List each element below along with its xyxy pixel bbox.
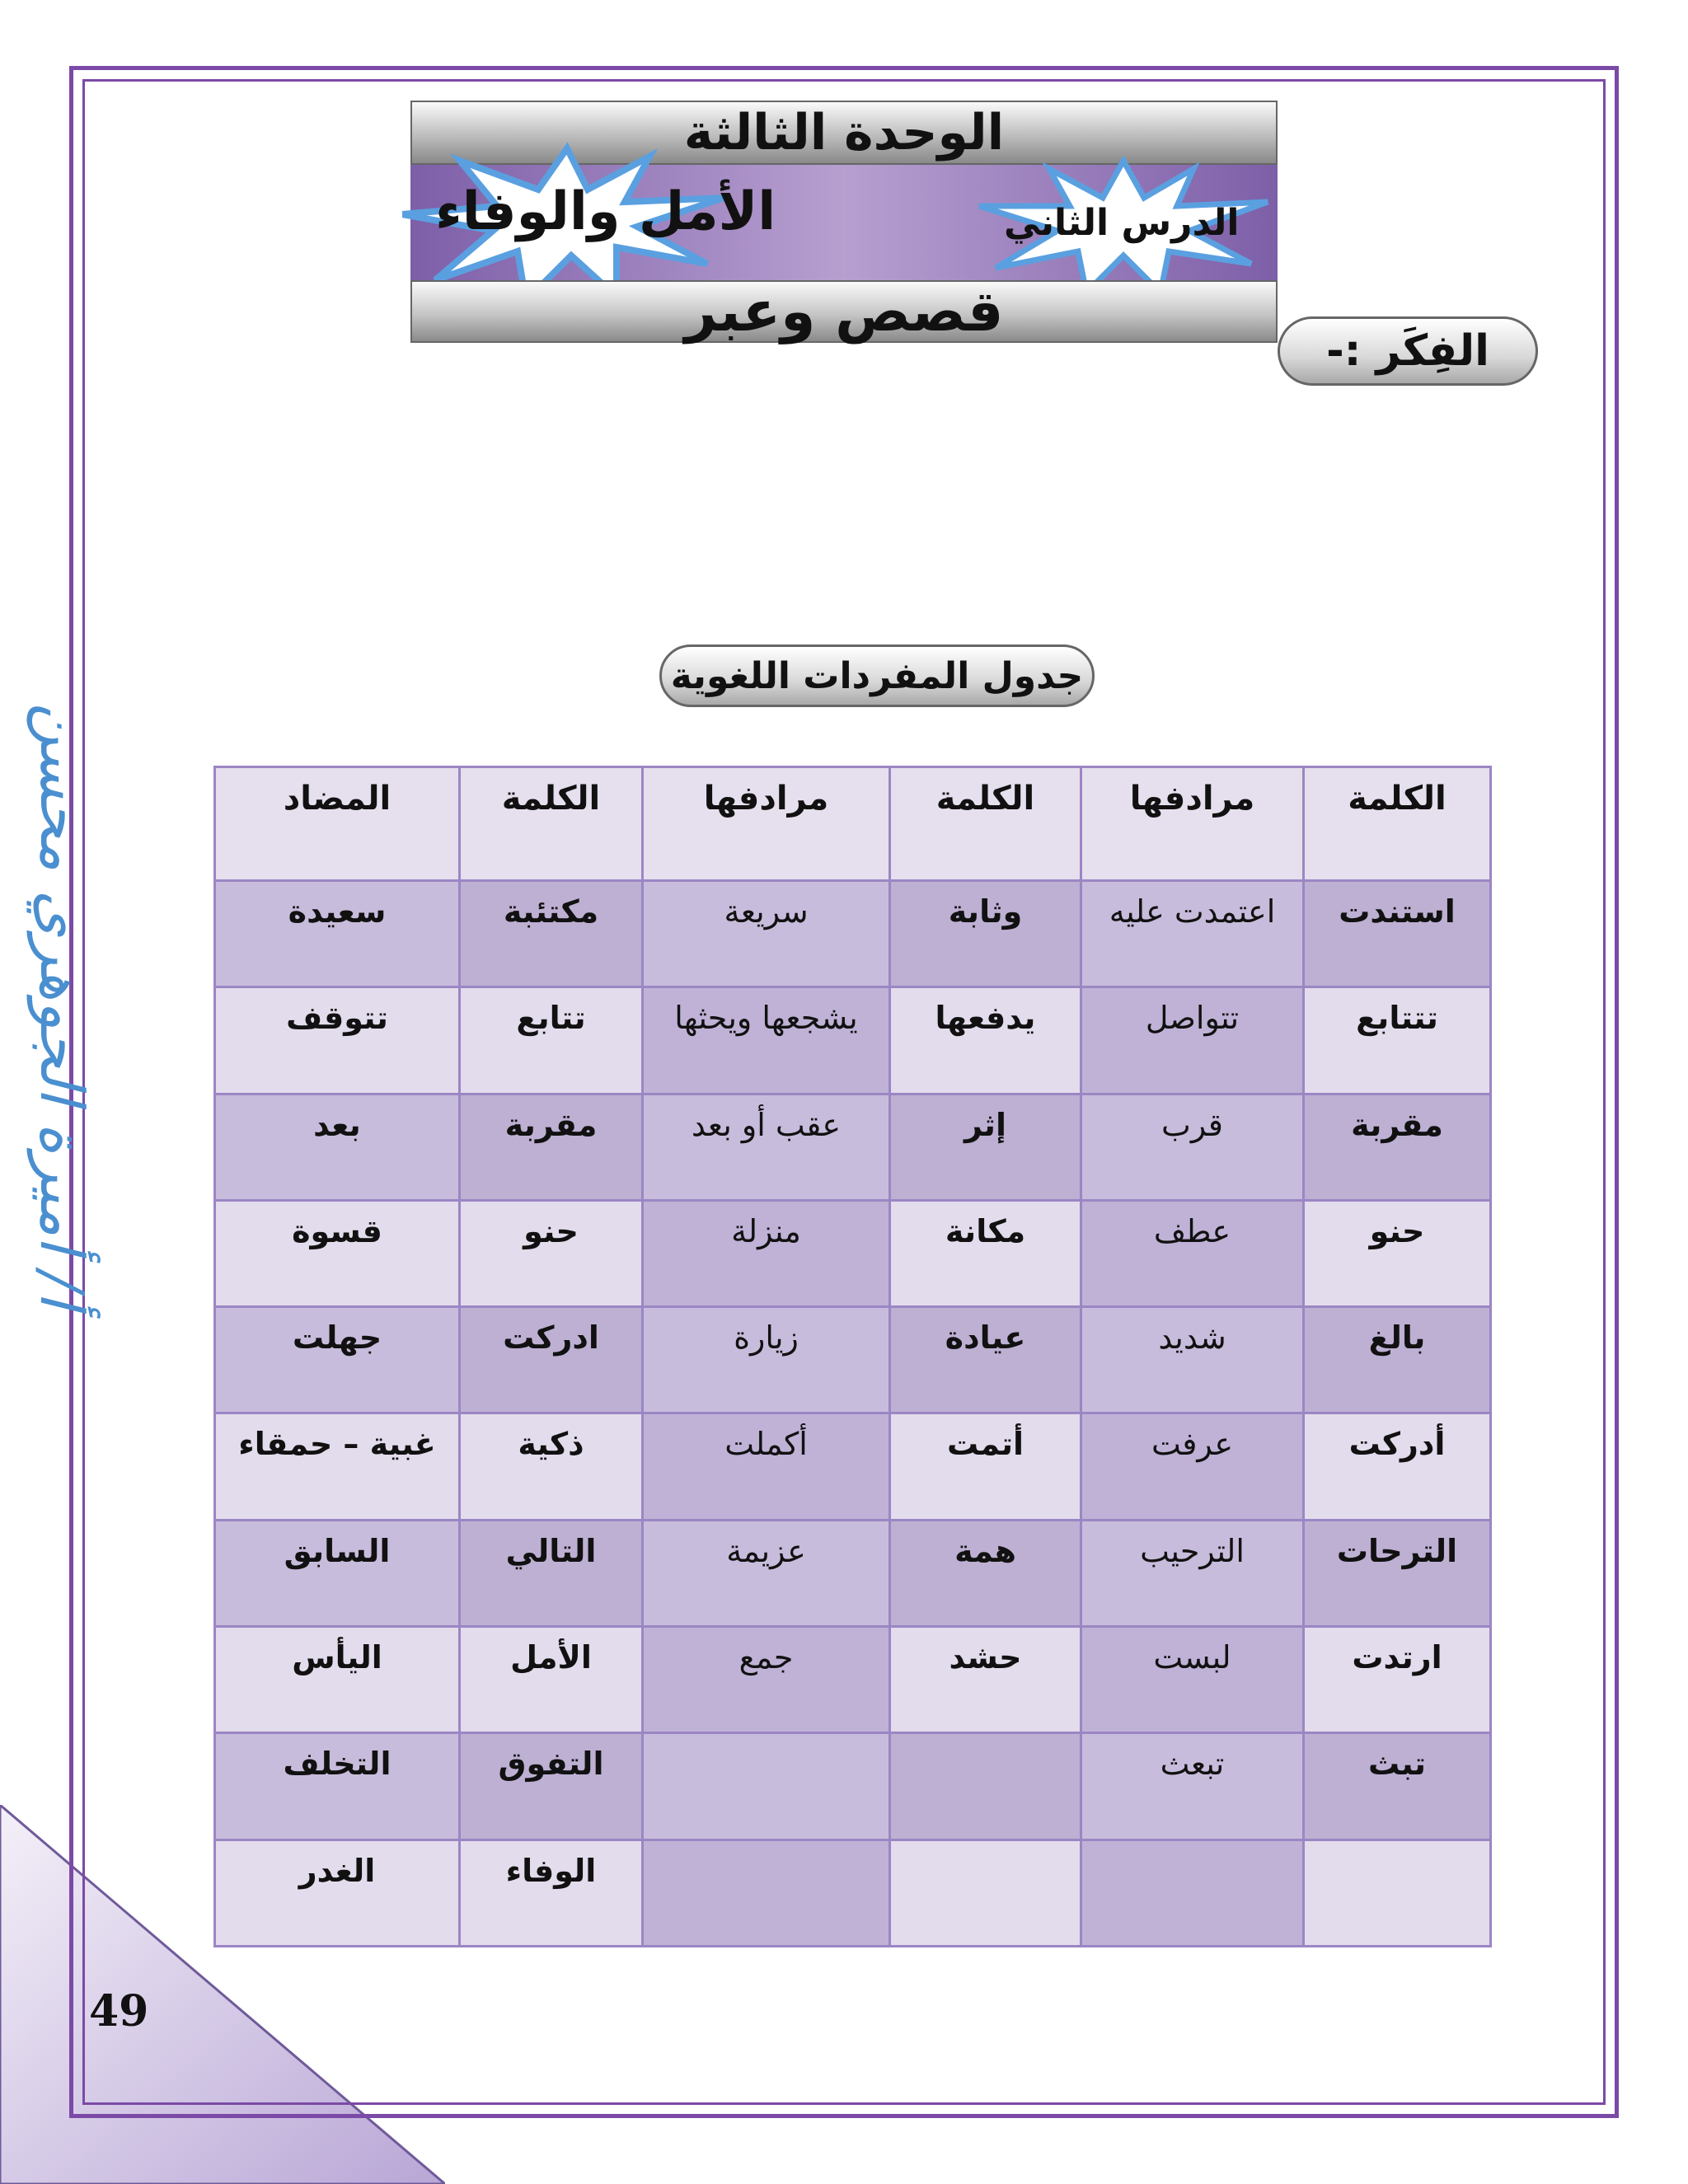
table-cell: الغدر: [215, 1840, 460, 1946]
table-cell: الترحيب: [1081, 1520, 1304, 1626]
table-cell: [643, 1840, 890, 1946]
table-cell: منزلة: [643, 1200, 890, 1306]
table-cell: قرب: [1081, 1094, 1304, 1200]
table-cell: الترحات: [1304, 1520, 1491, 1626]
table-cell: عرفت: [1081, 1413, 1304, 1520]
table-cell: التخلف: [215, 1733, 460, 1840]
page-number: 49: [89, 1986, 149, 2036]
table-cell: سعيدة: [215, 881, 460, 987]
table-cell: شديد: [1081, 1307, 1304, 1413]
table-cell: وثابة: [890, 881, 1081, 987]
table-cell: لبست: [1081, 1627, 1304, 1733]
lesson-title: الدرس الثاني: [1004, 202, 1240, 244]
table-cell: عقب أو بعد: [643, 1094, 890, 1200]
table-cell: غبية – حمقاء: [215, 1413, 460, 1520]
table-cell: جهلت: [215, 1307, 460, 1413]
table-row: [215, 1520, 1491, 1626]
ideas-heading: [1278, 316, 1538, 386]
table-cell: مكانة: [890, 1200, 1081, 1306]
table-cell: عزيمة: [643, 1520, 890, 1626]
table-cell: تتتابع: [1304, 987, 1491, 1094]
col-header: الكلمة: [890, 767, 1081, 881]
lesson-subtitle: قصص وعبر: [684, 279, 1004, 344]
table-cell: مقربة: [460, 1094, 643, 1200]
table-cell: حشد: [890, 1627, 1081, 1733]
table-cell: [1304, 1840, 1491, 1946]
side-signature: أ/ أميرة الجوهري محسن: [27, 702, 97, 1309]
vocab-heading: [659, 644, 1095, 707]
table-cell: جمع: [643, 1627, 890, 1733]
theme-title: الأمل والوفاء: [435, 181, 776, 242]
table-cell: التالي: [460, 1520, 643, 1626]
table-row: [215, 1094, 1491, 1200]
table-cell: الوفاء: [460, 1840, 643, 1946]
table-row: [215, 1413, 1491, 1520]
table-cell: السابق: [215, 1520, 460, 1626]
table-cell: تتابع: [460, 987, 643, 1094]
col-header: الكلمة: [1304, 767, 1491, 881]
table-row: [215, 987, 1491, 1094]
table-cell: [643, 1733, 890, 1840]
table-cell: زيارة: [643, 1307, 890, 1413]
table-cell: مكتئبة: [460, 881, 643, 987]
table-cell: تبعث: [1081, 1733, 1304, 1840]
lesson-banner: [410, 101, 1278, 343]
vocab-heading-text: جدول المفردات اللغوية: [670, 654, 1084, 697]
table-cell: أتمت: [890, 1413, 1081, 1520]
theme-bar: [410, 165, 1278, 280]
table-cell: ارتدت: [1304, 1627, 1491, 1733]
table-cell: عيادة: [890, 1307, 1081, 1413]
ideas-heading-text: الفِكَر :-: [1326, 326, 1489, 376]
table-cell: ذكية: [460, 1413, 643, 1520]
table-cell: اليأس: [215, 1627, 460, 1733]
table-cell: أكملت: [643, 1413, 890, 1520]
table-cell: يدفعها: [890, 987, 1081, 1094]
vocab-table: [213, 766, 1492, 1947]
table-cell: قسوة: [215, 1200, 460, 1306]
table-cell: حنو: [1304, 1200, 1491, 1306]
subtitle-bar: [410, 280, 1278, 343]
table-cell: مقربة: [1304, 1094, 1491, 1200]
table-cell: اعتمدت عليه: [1081, 881, 1304, 987]
table-cell: أدركت: [1304, 1413, 1491, 1520]
table-cell: عطف: [1081, 1200, 1304, 1306]
table-cell: استندت: [1304, 881, 1491, 987]
table-cell: [890, 1733, 1081, 1840]
table-row: [215, 1840, 1491, 1946]
table-cell: [1081, 1840, 1304, 1946]
col-header: مرادفها: [1081, 767, 1304, 881]
table-cell: الأمل: [460, 1627, 643, 1733]
table-cell: تبث: [1304, 1733, 1491, 1840]
table-row: [215, 1733, 1491, 1840]
table-cell: سريعة: [643, 881, 890, 987]
table-cell: ادركت: [460, 1307, 643, 1413]
table-row: [215, 1200, 1491, 1306]
table-cell: تتواصل: [1081, 987, 1304, 1094]
col-header: مرادفها: [643, 767, 890, 881]
unit-title: الوحدة الثالثة: [683, 104, 1005, 162]
vocab-header-row: [215, 767, 1491, 881]
table-row: [215, 881, 1491, 987]
table-row: [215, 1627, 1491, 1733]
col-header: الكلمة: [460, 767, 643, 881]
table-cell: بعد: [215, 1094, 460, 1200]
col-header: المضاد: [215, 767, 460, 881]
table-cell: حنو: [460, 1200, 643, 1306]
table-cell: تتوقف: [215, 987, 460, 1094]
table-cell: يشجعها ويحثها: [643, 987, 890, 1094]
table-cell: التفوق: [460, 1733, 643, 1840]
table-cell: [890, 1840, 1081, 1946]
table-cell: إثر: [890, 1094, 1081, 1200]
table-row: [215, 1307, 1491, 1413]
table-cell: همة: [890, 1520, 1081, 1626]
table-cell: بالغ: [1304, 1307, 1491, 1413]
